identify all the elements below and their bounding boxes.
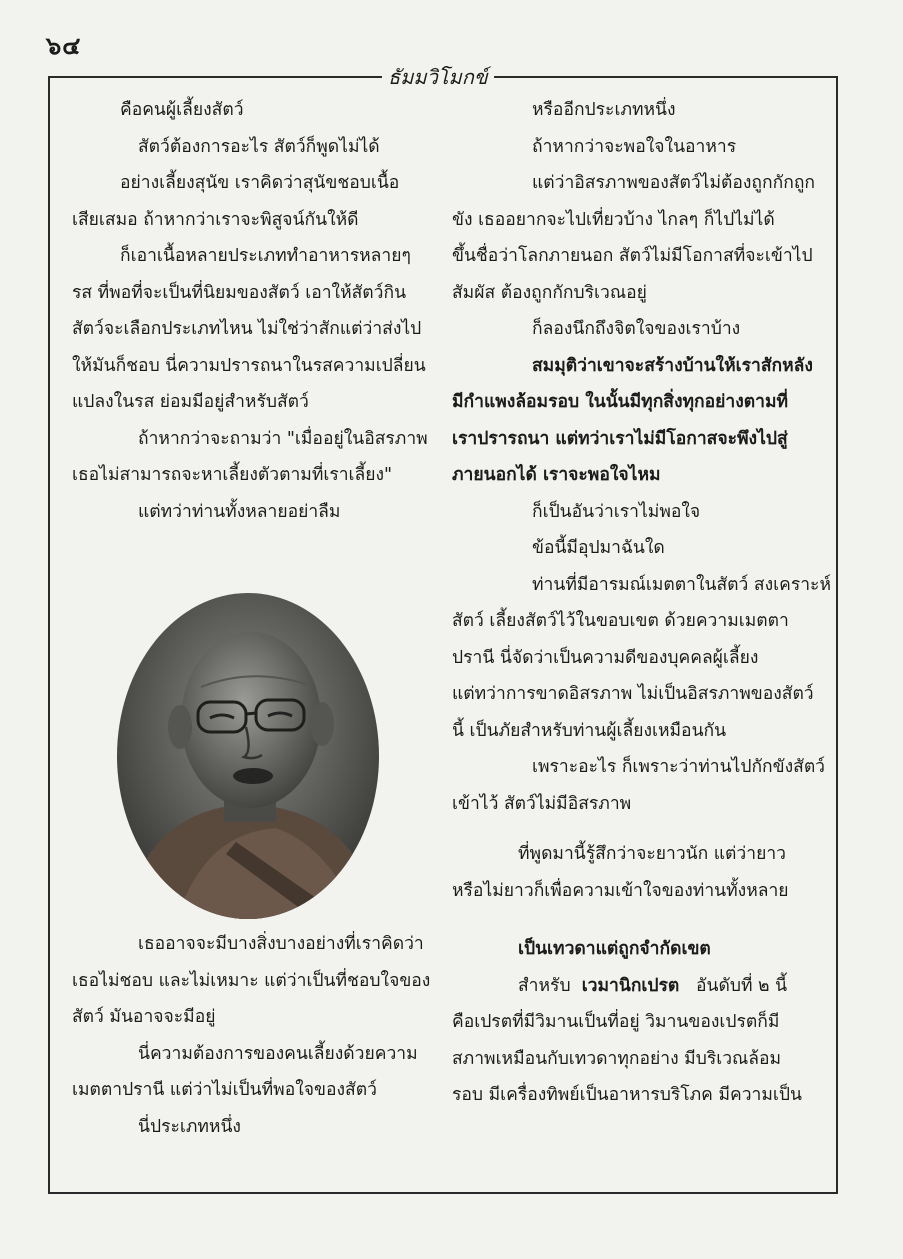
- text-line: นี้ เป็นภัยสำหรับท่านผู้เลี้ยงเหมือนกัน: [452, 720, 727, 741]
- text-line: แต่ว่าอิสรภาพของสัตว์ไม่ต้องถูกกักถูก: [532, 173, 816, 193]
- text-line: เธออาจจะมีบางสิ่งบางอย่างที่เราคิดว่า: [138, 934, 424, 954]
- text-line: เพราะอะไร ก็เพราะว่าท่านไปกักขังสัตว์: [532, 757, 826, 777]
- text-line: เสียเสมอ ถ้าหากว่าเราจะพิสูจน์กันให้ดี: [72, 209, 359, 230]
- left-column-lower: [72, 926, 444, 1145]
- text-line: รอบ มีเครื่องทิพย์เป็นอาหารบริโภค มีความเป็น: [452, 1085, 802, 1105]
- text-line: อย่างเลี้ยงสุนัข เราคิดว่าสุนัขชอบเนื้อ: [120, 173, 400, 193]
- section-heading: เป็นเทวดาแต่ถูกจำกัดเขต: [518, 939, 711, 959]
- text-line: หรือไม่ยาวก็เพื่อความเข้าใจของท่านทั้งหลาย: [452, 880, 789, 901]
- monk-portrait-photo: [116, 592, 380, 920]
- text-line-bold: สมมุติว่าเขาจะสร้างบ้านให้เราสักหลัง: [532, 355, 813, 376]
- text-line: เธอไม่สามารถจะหาเลี้ยงตัวตามที่เราเลี้ยง": [72, 465, 393, 485]
- text-line: ขัง เธออยากจะไปเที่ยวบ้าง ไกลๆ ก็ไปไม่ได้: [452, 209, 775, 230]
- text-line: สัตว์ต้องการอะไร สัตว์ก็พูดไม่ได้: [138, 136, 380, 157]
- text-line: คือคนผู้เลี้ยงสัตว์: [120, 100, 244, 120]
- text-line: แต่ทว่าการขาดอิสรภาพ ไม่เป็นอิสรภาพของสัตว์: [452, 684, 814, 704]
- left-column: [72, 92, 444, 530]
- text-line: ถ้าหากว่าจะถามว่า "เมื่ออยู่ในอิสรภาพ: [138, 428, 428, 449]
- text-line: สัตว์ เลี้ยงสัตว์ไว้ในขอบเขต ด้วยความเมตตา: [452, 611, 789, 631]
- text-line: ก็ลองนึกถึงจิตใจของเราบ้าง: [532, 319, 741, 339]
- text-line: ข้อนี้มีอุปมาฉันใด: [532, 538, 665, 558]
- text-line: คือเปรตที่มีวิมานเป็นที่อยู่ วิมานของเปรตก็มี: [452, 1012, 780, 1032]
- text-line: นี่ประเภทหนึ่ง: [138, 1116, 241, 1137]
- text-line: ขึ้นชื่อว่าโลกภายนอก สัตว์ไม่มีโอกาสที่จะเข้าไป: [452, 246, 813, 266]
- text-line: หรืออีกประเภทหนึ่ง: [532, 100, 676, 120]
- text-line-bold: ภายนอกได้ เราจะพอใจไหม: [452, 465, 661, 485]
- text-line: ที่พูดมานี้รู้สึกว่าจะยาวนัก แต่ว่ายาว: [518, 844, 786, 864]
- running-title: ธัมมวิโมกข์: [382, 61, 494, 93]
- text-line: แปลงในรส ย่อมมีอยู่สำหรับสัตว์: [72, 392, 309, 412]
- right-column: [452, 92, 831, 1114]
- text-line: ปรานี นี่จัดว่าเป็นความดีของบุคคลผู้เลี้ยง: [452, 647, 759, 668]
- page-number: ๖๔: [46, 31, 82, 60]
- text-line: ก็เป็นอันว่าเราไม่พอใจ: [532, 501, 701, 522]
- text-span: สำหรับ: [518, 975, 571, 996]
- term-bold: เวมานิกเปรต: [581, 975, 680, 996]
- text-line: สภาพเหมือนกับเทวดาทุกอย่าง มีบริเวณล้อม: [452, 1048, 782, 1069]
- text-line: สัมผัส ต้องถูกกักบริเวณอยู่: [452, 282, 647, 303]
- text-line: ถ้าหากว่าจะพอใจในอาหาร: [532, 136, 737, 157]
- text-line: นี่ความต้องการของคนเลี้ยงด้วยความ: [138, 1043, 418, 1064]
- text-line: ก็เอาเนื้อหลายประเภททำอาหารหลายๆ: [120, 246, 411, 266]
- text-line: ท่านที่มีอารมณ์เมตตาในสัตว์ สงเคราะห์: [532, 574, 831, 595]
- text-line: [452, 968, 820, 1005]
- text-line: ให้มันก็ชอบ นี่ความปรารถนาในรสความเปลี่ยน: [72, 355, 426, 376]
- text-line: เข้าไว้ สัตว์ไม่มีอิสรภาพ: [452, 793, 632, 814]
- text-line: เธอไม่ชอบ และไม่เหมาะ แต่ว่าเป็นที่ชอบใจของ: [72, 970, 431, 991]
- text-line: รส ที่พอที่จะเป็นที่นิยมของสัตว์ เอาให้สัตว์กิน: [72, 282, 407, 303]
- text-line: เมตตาปรานี แต่ว่าไม่เป็นที่พอใจของสัตว์: [72, 1080, 377, 1100]
- text-line-bold: มีกำแพงล้อมรอบ ในนั้นมีทุกสิ่งทุกอย่างตามที่: [452, 392, 789, 412]
- text-line: สัตว์ มันอาจจะมีอยู่: [72, 1007, 216, 1027]
- text-span: อันดับที่ ๒ นี้: [696, 975, 788, 996]
- text-line-bold: เราปรารถนา แต่ทว่าเราไม่มีโอกาสจะพึงไปสู่: [452, 428, 788, 449]
- text-line: แต่ทว่าท่านทั้งหลายอย่าลืม: [138, 501, 341, 522]
- text-line: สัตว์จะเลือกประเภทไหน ไม่ใช่ว่าสักแต่ว่าส่งไป: [72, 319, 422, 339]
